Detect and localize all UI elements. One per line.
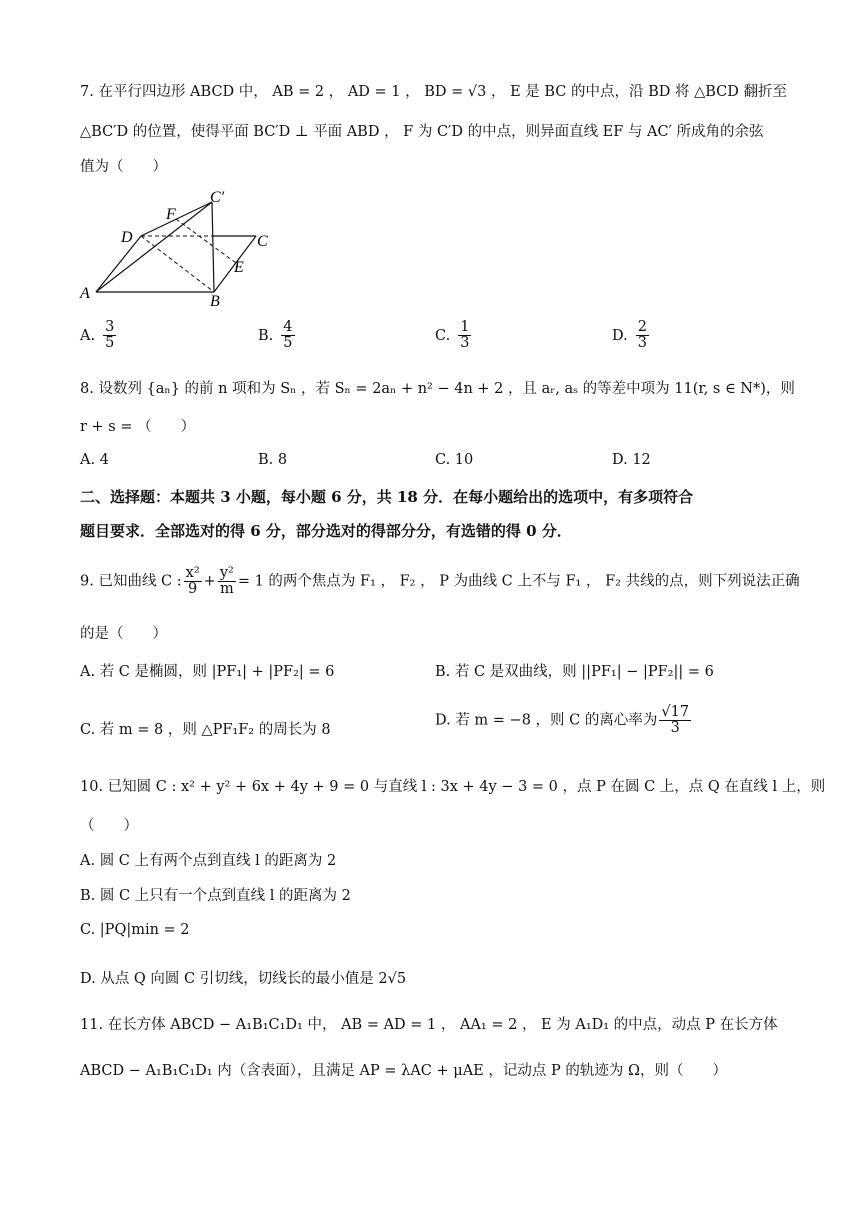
- q8-option-a: A. 4: [80, 452, 109, 468]
- q7-figure: [76, 188, 286, 310]
- q9-line2: 的是（ ）: [80, 626, 167, 642]
- q10-option-d: D. 从点 Q 向圆 C 引切线，切线长的最小值是 2√5: [80, 971, 407, 987]
- q8-option-b: B. 8: [258, 452, 288, 468]
- q8-line1: 8. 设数列 {aₙ} 的前 n 项和为 Sₙ ，若 Sₙ = 2aₙ + n² − 4n + 2 ，且 aᵣ, aₛ 的等差中项为 11(r, s ∈ N*)，则: [80, 381, 795, 397]
- q7-option-b: B. $\frac{4}{5}$: [258, 319, 293, 352]
- q7-option-a: A. $\frac{3}{5}$: [80, 319, 115, 352]
- section2-line1: 二、选择题：本题共 3 小题，每小题 6 分，共 18 分．在每小题给出的选项中，有多项符合: [80, 488, 694, 506]
- q11-line1: 11. 在长方体 ABCD − A₁B₁C₁D₁ 中， AB = AD = 1 ， AA₁ = 2 ， E 为 A₁D₁ 的中点，动点 P 在长方体: [80, 1017, 778, 1033]
- label-a: A: [80, 285, 90, 302]
- q9-option-d: D. 若 m = −8 ，则 C 的离心率为 $\frac{√17}{3}$: [435, 704, 690, 737]
- q9-option-a: A. 若 C 是椭圆，则 |PF₁| + |PF₂| = 6: [80, 664, 335, 680]
- q10-option-b: B. 圆 C 上只有一个点到直线 l 的距离为 2: [80, 888, 351, 904]
- q8-line2: r + s = （ ）: [80, 419, 196, 435]
- q9-line1: 9. 已知曲线 C : $\frac{\text{x²}}{9}$ + $\frac{\text{y²}}{m}$ = 1 的两个焦点为 F₁ ， F₂ ， P 为曲线 C 上不与 F₁ ， F₂ 共线的点，则下列说法正确: [80, 565, 800, 598]
- q7-line3: 值为（ ）: [80, 159, 167, 175]
- q8-option-d: D. 12: [612, 452, 651, 468]
- q7-line2: △BC′D 的位置，使得平面 BC′D ⊥ 平面 ABD ， F 为 C′D 的中点，则异面直线 EF 与 AC′ 所成角的余弦: [80, 124, 764, 140]
- label-b: B: [210, 293, 220, 310]
- q7-option-d: D. $\frac{2}{3}$: [612, 319, 647, 352]
- q7-line1: 7. 在平行四边形 ABCD 中， AB = 2 ， AD = 1 ， BD = √3 ， E 是 BC 的中点，沿 BD 将 △BCD 翻折至: [80, 84, 788, 100]
- q9-option-c: C. 若 m = 8 ，则 △PF₁F₂ 的周长为 8: [80, 722, 331, 738]
- section2-line2: 题目要求．全部选对的得 6 分，部分选对的得部分分，有选错的得 0 分．: [80, 522, 572, 540]
- q11-line2: ABCD − A₁B₁C₁D₁ 内（含表面），且满足 AP = λAC + μAE ，记动点 P 的轨迹为 Ω，则（ ）: [80, 1063, 727, 1079]
- label-f: F: [166, 206, 176, 223]
- q10-line1: 10. 已知圆 C : x² + y² + 6x + 4y + 9 = 0 与直线 l : 3x + 4y − 3 = 0 ，点 P 在圆 C 上，点 Q 在直线 l 上，则: [80, 779, 826, 795]
- label-e: E: [234, 259, 244, 276]
- q10-line2: （ ）: [80, 818, 138, 834]
- label-c: C: [257, 233, 268, 250]
- label-c-prime: C′: [210, 189, 225, 206]
- q9-option-b: B. 若 C 是双曲线，则 ||PF₁| − |PF₂|| = 6: [435, 664, 714, 680]
- q10-option-a: A. 圆 C 上有两个点到直线 l 的距离为 2: [80, 853, 337, 869]
- label-d: D: [121, 229, 133, 246]
- q10-option-c: C. |PQ|min = 2: [80, 922, 190, 938]
- q8-option-c: C. 10: [435, 452, 474, 468]
- q7-option-c: C. $\frac{1}{3}$: [435, 319, 470, 352]
